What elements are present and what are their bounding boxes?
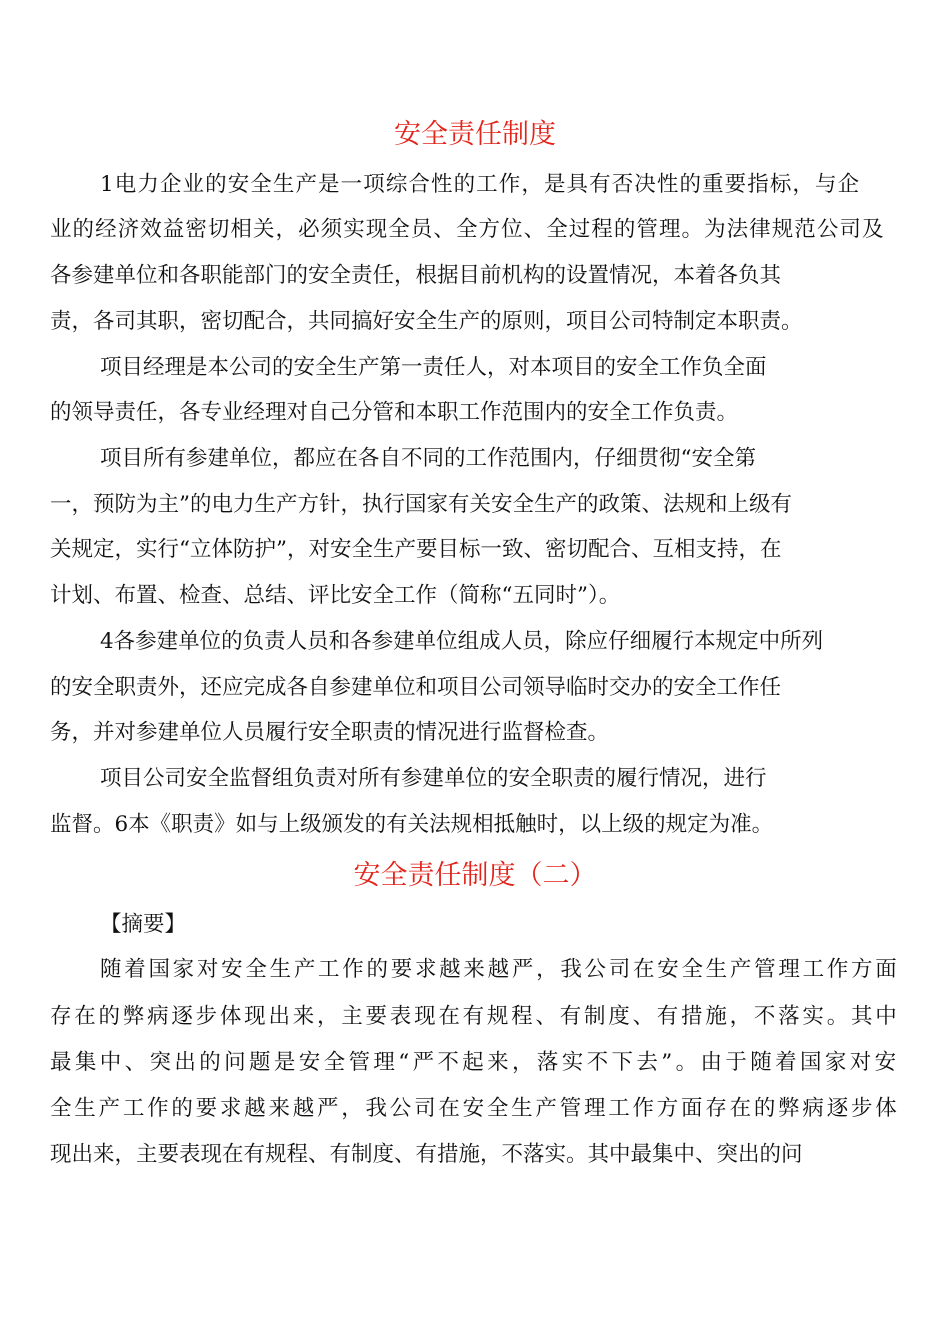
section2-line: 最集中、突出的问题是安全管理“严不起来，落实不下去”。由于随着国家对安 — [50, 1050, 900, 1075]
section1-line: 一，预防为主”的电力生产方针，执行国家有关安全生产的政策、法规和上级有 — [50, 492, 792, 517]
section1-line: 项目公司安全监督组负责对所有参建单位的安全职责的履行情况，进行 — [100, 766, 767, 791]
section1-line: 各参建单位和各职能部门的安全责任，根据目前机构的设置情况，本着各负其 — [50, 263, 782, 288]
section1-line: 的领导责任，各专业经理对自己分管和本职工作范围内的安全工作负责。 — [50, 400, 739, 425]
section1-line: 1电力企业的安全生产是一项综合性的工作，是具有否决性的重要指标，与企 — [100, 172, 861, 197]
section1-line: 责，各司其职，密切配合，共同搞好安全生产的原则，项目公司特制定本职责。 — [50, 309, 803, 334]
section1-line: 项目所有参建单位，都应在各自不同的工作范围内，仔细贯彻“安全第 — [100, 446, 756, 471]
section2-line: 随着国家对安全生产工作的要求越来越严，我公司在安全生产管理工作方面 — [100, 957, 900, 982]
section2-line: 全生产工作的要求越来越严，我公司在安全生产管理工作方面存在的弊病逐步体 — [50, 1096, 900, 1121]
section1-line: 业的经济效益密切相关，必须实现全员、全方位、全过程的管理。为法律规范公司及 — [50, 217, 885, 242]
section1-line: 监督。6本《职责》如与上级颁发的有关法规相抵触时，以上级的规定为准。 — [50, 812, 774, 837]
section1-line: 项目经理是本公司的安全生产第一责任人，对本项目的安全工作负全面 — [100, 355, 767, 380]
section2-line: 现出来，主要表现在有规程、有制度、有措施，不落实。其中最集中、突出的问 — [50, 1142, 803, 1167]
section2-title: 安全责任制度（二） — [353, 860, 597, 891]
section1-line: 务，并对参建单位人员履行安全职责的情况进行监督检查。 — [50, 720, 610, 745]
abstract-label: 【摘要】 — [100, 912, 187, 937]
section1-line: 的安全职责外，还应完成各自参建单位和项目公司领导临时交办的安全工作任 — [50, 675, 782, 700]
section1-line: 4各参建单位的负责人员和各参建单位组成人员，除应仔细履行本规定中所列 — [100, 629, 824, 654]
section2-line: 存在的弊病逐步体现出来，主要表现在有规程、有制度、有措施，不落实。其中 — [50, 1004, 900, 1029]
section1-line: 关规定，实行“立体防护”，对安全生产要目标一致、密切配合、互相支持，在 — [50, 537, 782, 562]
section1-title: 安全责任制度 — [394, 119, 556, 150]
section1-line: 计划、布置、检查、总结、评比安全工作（简称“五同时”）。 — [50, 583, 621, 608]
